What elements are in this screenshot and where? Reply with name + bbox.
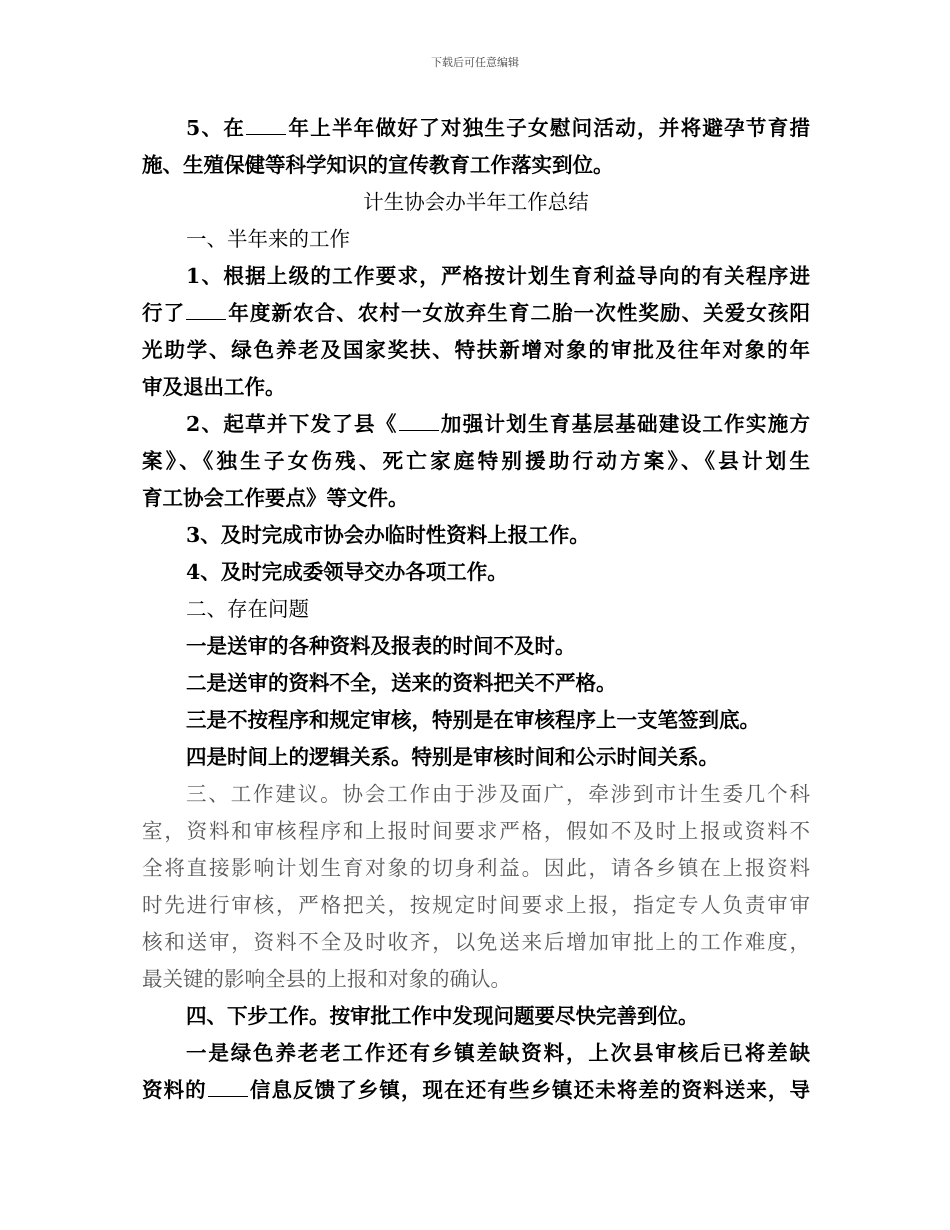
- paragraph-line: 1、根据上级的工作要求，严格按计划生育利益导向的有关程序进: [186, 264, 810, 288]
- text-run: 资料的: [142, 1078, 207, 1102]
- paragraph-line: 案》、《独生子女伤残、死亡家庭特别援助行动方案》、《县计划生: [142, 449, 810, 473]
- paragraph-line: 二是送审的资料不全，送来的资料把关不严格。: [186, 671, 617, 695]
- paragraph-line: [142, 406, 810, 443]
- paragraph-line: 审及退出工作。: [142, 375, 286, 399]
- paragraph-line: 一是绿色养老老工作还有乡镇差缺资料，上次县审核后已将差缺: [186, 1041, 810, 1065]
- text-run: 5、在: [186, 116, 246, 140]
- paragraph-line: [142, 110, 810, 147]
- text-run: 年度新农合、农村一女放弃生育二胎一次性奖励、关爱女孩阳: [227, 301, 810, 325]
- paragraph-line: 最关键的影响全县的上报和对象的确认。: [142, 967, 511, 991]
- page-header: 下载后可任意编辑: [431, 56, 519, 69]
- paragraph-line: 四是时间上的逻辑关系。特别是审核时间和公示时间关系。: [186, 745, 719, 769]
- document-body: [142, 110, 810, 1109]
- fill-in-blank: [399, 429, 439, 431]
- paragraph-line: 一是送审的各种资料及报表的时间不及时。: [186, 634, 576, 658]
- paragraph-line: 3、及时完成市协会办临时性资料上报工作。: [186, 523, 590, 547]
- paragraph-line: 4、及时完成委领导交办各项工作。: [186, 560, 508, 584]
- fill-in-blank: [246, 133, 286, 135]
- paragraph-line: 施、生殖保健等科学知识的宣传教育工作落实到位。: [142, 153, 614, 177]
- text-run: 行了: [142, 301, 186, 325]
- paragraph-line: 时先进行审核，严格把关，按规定时间要求上报，指定专人负责审审: [142, 893, 810, 917]
- paragraph-line: 三、工作建议。协会工作由于涉及面广，牵涉到市计生委几个科: [186, 782, 810, 806]
- paragraph-line: 育工协会工作要点》等文件。: [142, 486, 409, 510]
- text-run: 加强计划生育基层基础建设工作实施方: [439, 412, 810, 436]
- document-title: 计生协会办半年工作总结: [363, 190, 589, 214]
- text-run: 信息反馈了乡镇，现在还有些乡镇还未将差的资料送来，导: [248, 1078, 810, 1102]
- section-heading: 四、下步工作。按审批工作中发现问题要尽快完善到位。: [186, 1004, 699, 1028]
- paragraph-line: [142, 1072, 810, 1109]
- paragraph-line: 全将直接影响计划生育对象的切身利益。因此，请各乡镇在上报资料: [142, 856, 810, 880]
- paragraph-line: 室，资料和审核程序和上报时间要求严格，假如不及时上报或资料不: [142, 819, 810, 843]
- section-heading: 一、半年来的工作: [186, 227, 350, 251]
- section-heading: 二、存在问题: [186, 597, 309, 621]
- fill-in-blank: [186, 318, 226, 320]
- paragraph-line: 核和送审，资料不全及时收齐，以免送来后增加审批上的工作难度，: [142, 930, 810, 954]
- text-run: 2、起草并下发了县《: [186, 412, 398, 436]
- text-run: 年上半年做好了对独生子女慰问活动，并将避孕节育措: [287, 116, 810, 140]
- paragraph-line: 三是不按程序和规定审核，特别是在审核程序上一支笔签到底。: [186, 708, 760, 732]
- fill-in-blank: [208, 1095, 248, 1097]
- paragraph-line: [142, 295, 810, 332]
- paragraph-line: 光助学、绿色养老及国家奖扶、特扶新增对象的审批及往年对象的年: [142, 338, 810, 362]
